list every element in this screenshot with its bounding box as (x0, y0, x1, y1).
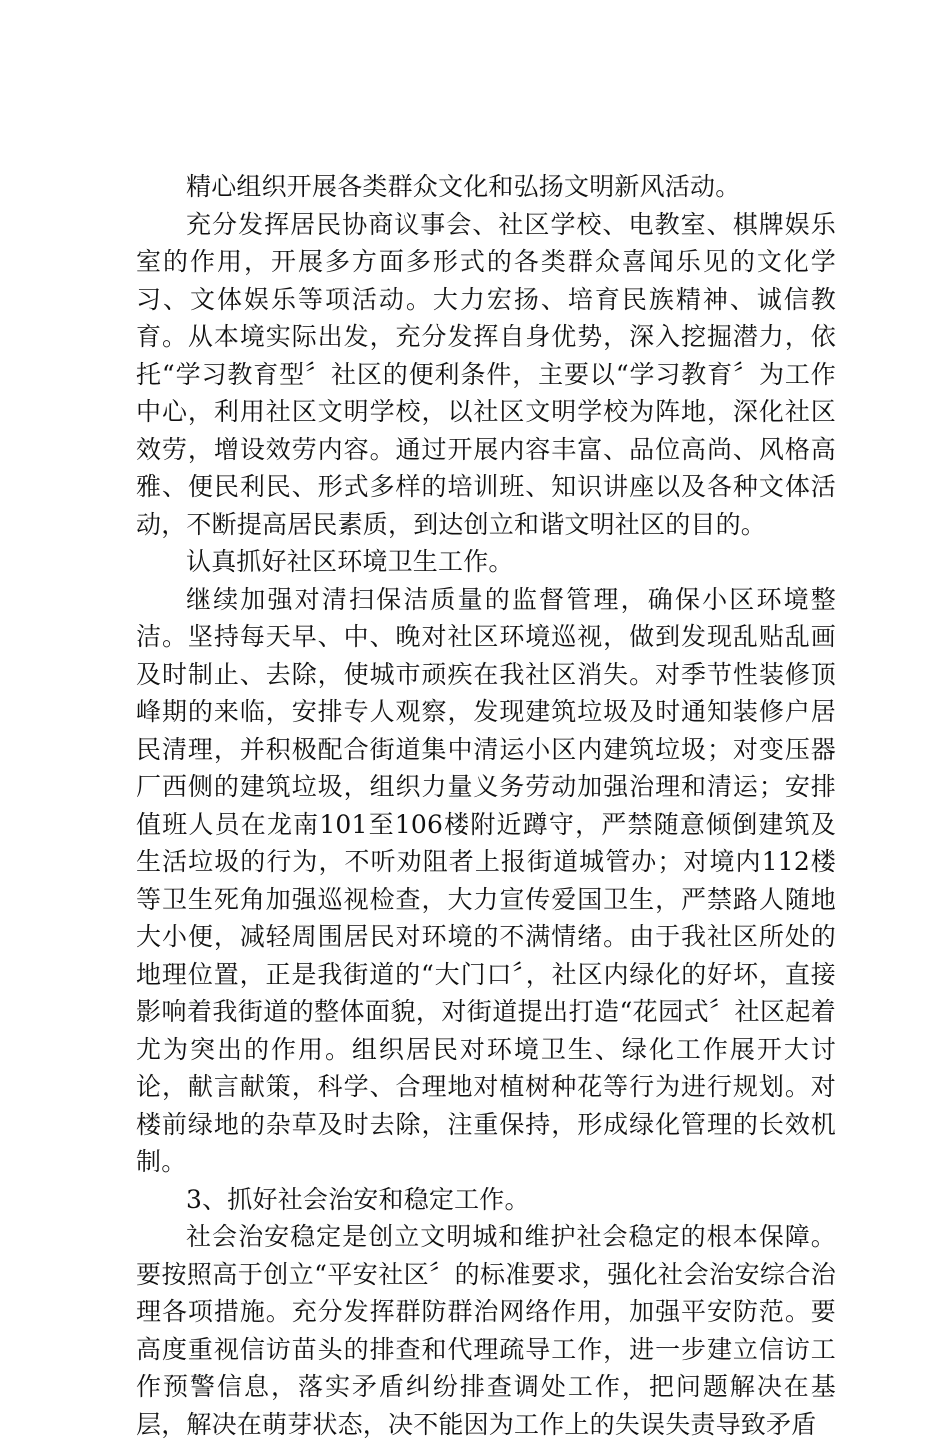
paragraph-security-heading: 3、抓好社会治安和稳定工作。 (186, 1184, 530, 1214)
paragraph-environment-body: 继续加强对清扫保洁质量的监督管理，确保小区环境整洁。坚持每天早、中、晚对社区环境巡视，做到发现乱贴乱画及时制止、去除，使城市顽疾在我社区消失。对季节性装修顶峰期的来临，安排专人观察，发现建筑垃圾及时通知装修户居民清理，并积极配合街道集中清运小区内建筑垃圾；对变压器厂西侧的建筑垃圾，组织力量义务劳动加强治理和清运；安排值班人员在龙南101至106楼附近蹲守，严禁随意倾倒建筑及生活垃圾的行为，不听劝阻者上报街道城管办；对境内112楼等卫生死角加强巡视检查，大力宣传爱国卫生，严禁路人随地大小便，减轻周围居民对环境的不满情绪。由于我社区所处的地理位置，正是我街道的“大门口〞，社区内绿化的好坏，直接影响着我街道的整体面貌，对街道提出打造“花园式〞社区起着尤为突出的作用。组织居民对环境卫生、绿化工作展开大讨论，献言献策，科学、合理地对植树种花等行为进行规划。对楼前绿地的杂草及时去除，注重保持，形成绿化管理的长效机制。 (136, 584, 836, 1176)
paragraph-culture-activities-heading: 精心组织开展各类群众文化和弘扬文明新风活动。 (186, 172, 741, 201)
paragraph-environment-heading: 认真抓好社区环境卫生工作。 (186, 547, 514, 576)
paragraph-security-body: 社会治安稳定是创立文明城和维护社会稳定的根本保障。要按照高于创立“平安社区〞的标准要求，强化社会治安综合治理各项措施。充分发挥群防群治网络作用，加强平安防范。要高度重视信访苗头的排查和代理疏导工作，进一步建立信访工作预警信息，落实矛盾纠纷排查调处工作，把问题解决在基层，解决在萌芽状态，决不能因为工作上的失误失责导致矛盾 (136, 1222, 836, 1439)
document-body (136, 168, 836, 1443)
paragraph-culture-activities-body: 充分发挥居民协商议事会、社区学校、电教室、棋牌娱乐室的作用，开展多方面多形式的各类群众喜闻乐见的文化学习、文体娱乐等项活动。大力宏扬、培育民族精神、诚信教育。从本境实际出发，充分发挥自身优势，深入挖掘潜力，依托“学习教育型〞社区的便利条件，主要以“学习教育〞为工作中心，利用社区文明学校，以社区文明学校为阵地，深化社区效劳，增设效劳内容。通过开展内容丰富、品位高尚、风格高雅、便民利民、形式多样的培训班、知识讲座以及各种文体活动，不断提高居民素质，到达创立和谐文明社区的目的。 (136, 209, 836, 539)
